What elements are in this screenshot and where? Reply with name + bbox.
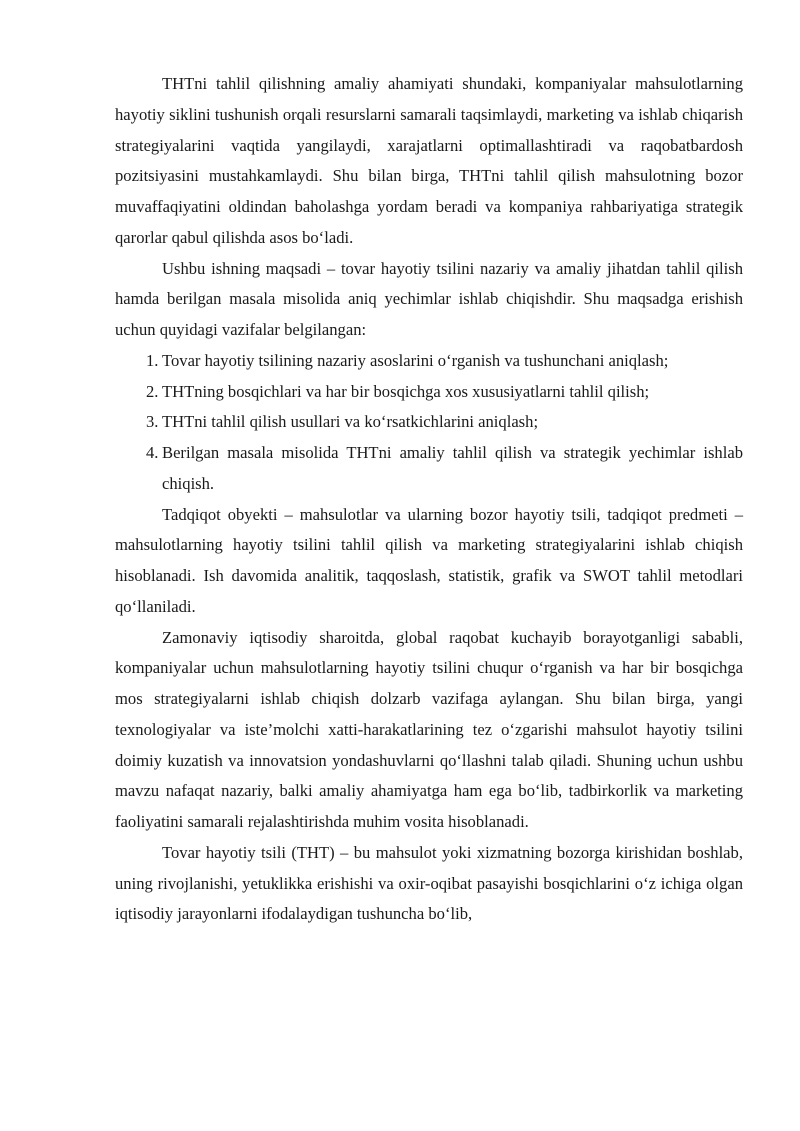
list-number: 2.: [146, 381, 159, 401]
list-item-text: THTni tahlil qilish usullari va ko‘rsatkichlarini aniqlash;: [162, 412, 539, 432]
list-item: [115, 377, 743, 408]
paragraph-definition: Tovar hayotiy tsili (THT) – bu mahsulot yoki xizmatning bozorga kirishidan boshlab, uning rivojlanishi, yetuklikka erishishi va oxir-oqibat pasayishi bosqichlarini o‘z ichiga olgan iqtisodiy jarayonlarni ifodalaydigan tushuncha bo‘lib,: [115, 842, 743, 924]
list-number: 4.: [146, 443, 159, 462]
paragraph-research-object: Tadqiqot obyekti – mahsulotlar va ularning bozor hayotiy tsili, tadqiqot predmeti – mahsulotlarning hayotiy tsilini tahlil qilish va marketing strategiyalarini ishlab chiqish hisoblanadi. Ish davomida analitik, taqqoslash, statistik, grafik va SWOT tahlil metodlari qo‘llaniladi.: [115, 504, 743, 616]
paragraph-relevance: Zamonaviy iqtisodiy sharoitda, global raqobat kuchayib borayotganligi sababli, kompaniyalar uchun mahsulotlarning hayotiy tsilini chuqur o‘rganish va har bir bosqichga mos strategiyalarni ishlab chiqish dolzarb vazifaga aylangan. Shu bilan birga, yangi texnologiyalar va iste’molchi xatti-harakatlarining tez o‘zgarishi mahsulot hayotiy tsilini doimiy kuzatish va innovatsion yondashuvlarni qo‘llashni talab qiladi. Shuning uchun ushbu mavzu nafaqat nazariy, balki amaliy ahamiyatga ham ega bo‘lib, tadbirkorlik va marketing faoliyatini samarali rejalashtirishda muhim vosita hisoblanadi.: [115, 627, 743, 831]
list-item: [115, 438, 743, 500]
list-item-text: Tovar hayotiy tsilining nazariy asoslarini o‘rganish va tushunchani aniqlash;: [162, 350, 669, 370]
list-item-text: THTning bosqichlari va har bir bosqichga xos xususiyatlarni tahlil qilish;: [162, 381, 650, 401]
paragraph-research-goal: Ushbu ishning maqsadi – tovar hayotiy tsilini nazariy va amaliy jihatdan tahlil qilish hamda berilgan masala misolida aniq yechimlar ishlab chiqishdir. Shu maqsadga erishish uchun quyidagi vazifalar belgilangan:: [115, 258, 743, 339]
paragraph-practical-significance: THTni tahlil qilishning amaliy ahamiyati shundaki, kompaniyalar mahsulotlarning hayotiy siklini tushunish orqali resurslarni samarali taqsimlaydi, marketing va ishlab chiqarish strategiyalarini vaqtida yangilaydi, xarajatlarni optimallashtiradi va raqobatbardosh pozitsiyasini mustahkamlaydi. Shu bilan birga, THTni tahlil qilish mahsulotning bozor muvaffaqiyatini oldindan baholashga yordam beradi va kompaniya rahbariyatiga strategik qarorlar qabul qilishda asos bo‘ladi.: [115, 74, 743, 247]
document-page: [115, 69, 743, 930]
list-item: [115, 407, 743, 438]
task-list: [115, 346, 743, 500]
list-item-text: Berilgan masala misolida THTni amaliy tahlil qilish va strategik yechimlar ishlab chiqish.: [162, 443, 743, 493]
list-number: 1.: [146, 350, 159, 370]
list-item: [115, 346, 743, 377]
list-number: 3.: [146, 412, 159, 432]
